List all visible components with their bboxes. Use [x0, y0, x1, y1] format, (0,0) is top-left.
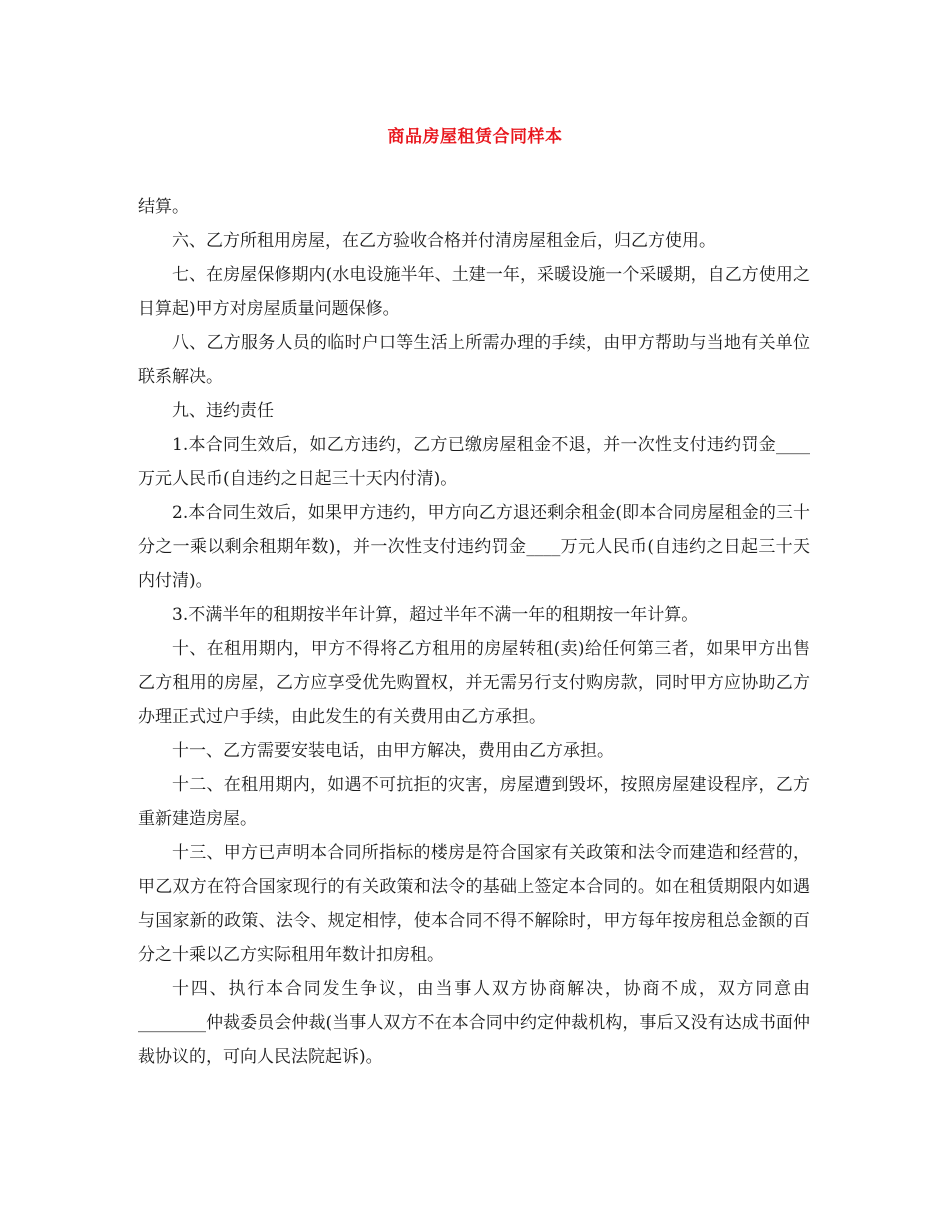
paragraph: 十一、乙方需要安装电话，由甲方解决，费用由乙方承担。 — [172, 741, 614, 761]
document-title: 商品房屋租赁合同样本 — [387, 127, 563, 147]
paragraph: 结算。 — [138, 197, 189, 217]
paragraph: 1.本合同生效后，如乙方违约，乙方已缴房屋租金不退，并一次性支付违约罚金____万元人民币(自违约之日起三十天内付清)。 — [138, 435, 810, 489]
document-body — [138, 190, 810, 1074]
paragraph: 七、在房屋保修期内(水电设施半年、土建一年，采暖设施一个采暖期，自乙方使用之日算起)甲方对房屋质量问题保修。 — [138, 265, 810, 319]
paragraph: 3.不满半年的租期按半年计算，超过半年不满一年的租期按一年计算。 — [172, 605, 699, 625]
paragraph: 六、乙方所租用房屋，在乙方验收合格并付清房屋租金后，归乙方使用。 — [172, 231, 716, 251]
paragraph: 十三、甲方已声明本合同所指标的楼房是符合国家有关政策和法令而建造和经营的，甲乙双方在符合国家现行的有关政策和法令的基础上签定本合同的。如在租赁期限内如遇与国家新的政策、法令、规定相悖，使本合同不得不解除时，甲方每年按房租总金额的百分之十乘以乙方实际租用年数计扣房租。 — [138, 843, 810, 965]
paragraph: 十四、执行本合同发生争议，由当事人双方协商解决，协商不成，双方同意由________仲裁委员会仲裁(当事人双方不在本合同中约定仲裁机构，事后又没有达成书面仲裁协议的，可向人民法院起诉)。 — [138, 979, 810, 1067]
paragraph: 十二、在租用期内，如遇不可抗拒的灾害，房屋遭到毁坏，按照房屋建设程序，乙方重新建造房屋。 — [138, 775, 810, 829]
paragraph: 十、在租用期内，甲方不得将乙方租用的房屋转租(卖)给任何第三者，如果甲方出售乙方租用的房屋，乙方应享受优先购置权，并无需另行支付购房款，同时甲方应协助乙方办理正式过户手续，由此发生的有关费用由乙方承担。 — [138, 639, 810, 727]
section-heading: 九、违约责任 — [172, 401, 274, 421]
paragraph: 2.本合同生效后，如果甲方违约，甲方向乙方退还剩余租金(即本合同房屋租金的三十分之一乘以剩余租期年数)，并一次性支付违约罚金____万元人民币(自违约之日起三十天内付清)。 — [138, 503, 810, 591]
paragraph: 八、乙方服务人员的临时户口等生活上所需办理的手续，由甲方帮助与当地有关单位联系解决。 — [138, 333, 810, 387]
